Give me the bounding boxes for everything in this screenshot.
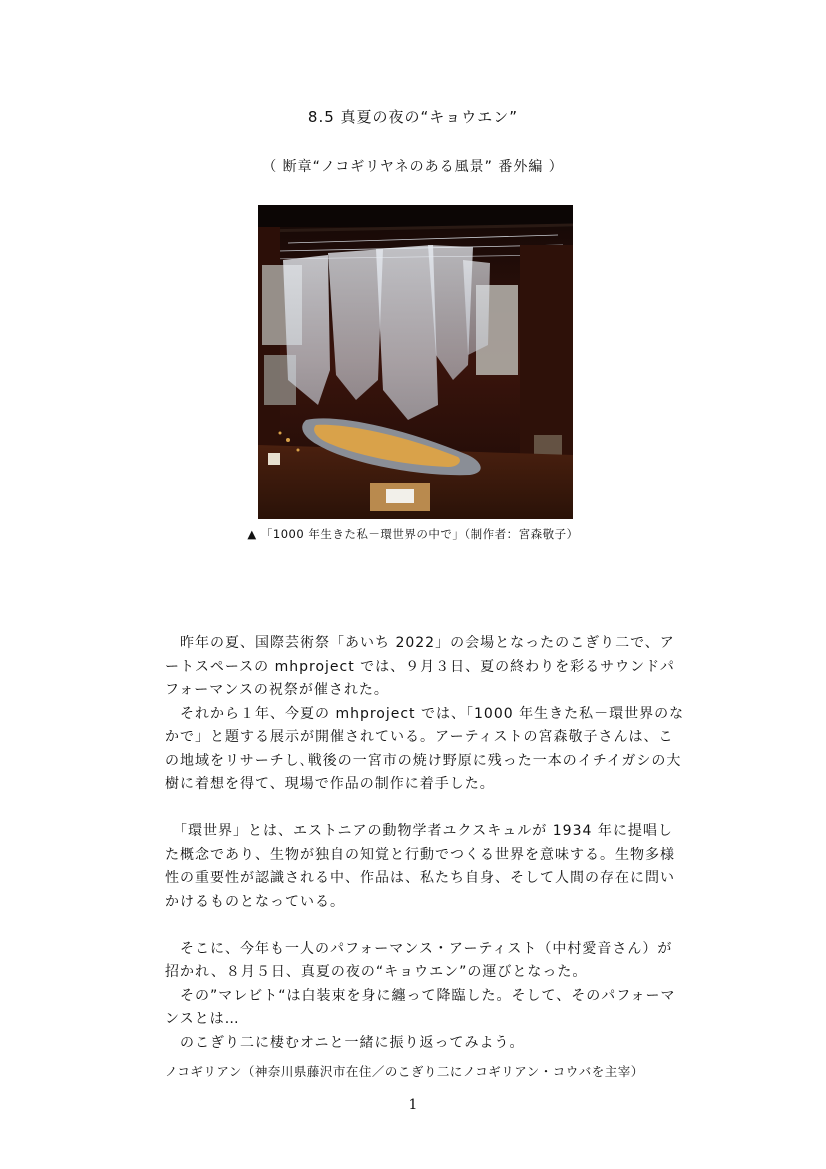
article-body <box>165 632 685 1055</box>
paragraph: のこぎり二に棲むオニと一緒に振り返ってみよう。 <box>165 1034 525 1051</box>
artwork-photo-illustration <box>258 205 573 519</box>
paragraph-gap <box>165 914 685 938</box>
page-number: 1 <box>408 1097 418 1113</box>
photo-caption: ▲ 「1000 年生きた私－環世界の中で」（制作者：宮森敬子） <box>247 527 579 541</box>
document-subtitle: （ 断章“ノコギリヤネのある風景” 番外編 ） <box>262 159 564 175</box>
paragraph: そこに、今年も一人のパフォーマンス・アーティスト（中村愛音さん）が招かれ、８月５日、真夏の夜の“キョウエン”の運びとなった。 <box>165 940 673 980</box>
paragraph-gap <box>165 797 685 821</box>
author-note: ノコギリアン（神奈川県藤沢市在住／のこぎり二にノコギリアン・コウバを主宰） <box>165 1064 644 1079</box>
artwork-photo <box>258 205 573 519</box>
paragraph: その”マレビト“は白装束を身に纏って降臨した。そして、そのパフォーマンスとは… <box>165 987 676 1027</box>
paragraph: 昨年の夏、国際芸術祭「あいち 2022」の会場となったのこぎり二で、アートスペースの mhproject では、９月３日、夏の終わりを彩るサウンドパフォーマンスの祝祭が催された。 <box>165 635 675 698</box>
paragraph: それから１年、今夏の mhproject では、「1000 年生きた私－環世界のなかで」と題する展示が開催されている。アーティストの宮森敬子さんは、この地域をリサーチし､戦後の一宮市の焼け野原に残った一本のイチイガシの大樹に着想を得て、現場で作品の制作に着手した。 <box>165 705 685 792</box>
document-title: 8.5 真夏の夜の“キョウエン” <box>307 108 519 126</box>
paragraph: 「環世界」とは、エストニアの動物学者ユクスキュルが 1934 年に提唱した概念であり、生物が独自の知覚と行動でつくる世界を意味する。生物多様性の重要性が認識される中、作品は、私たち自身、そして人間の存在に問いかけるものとなっている。 <box>165 823 675 910</box>
